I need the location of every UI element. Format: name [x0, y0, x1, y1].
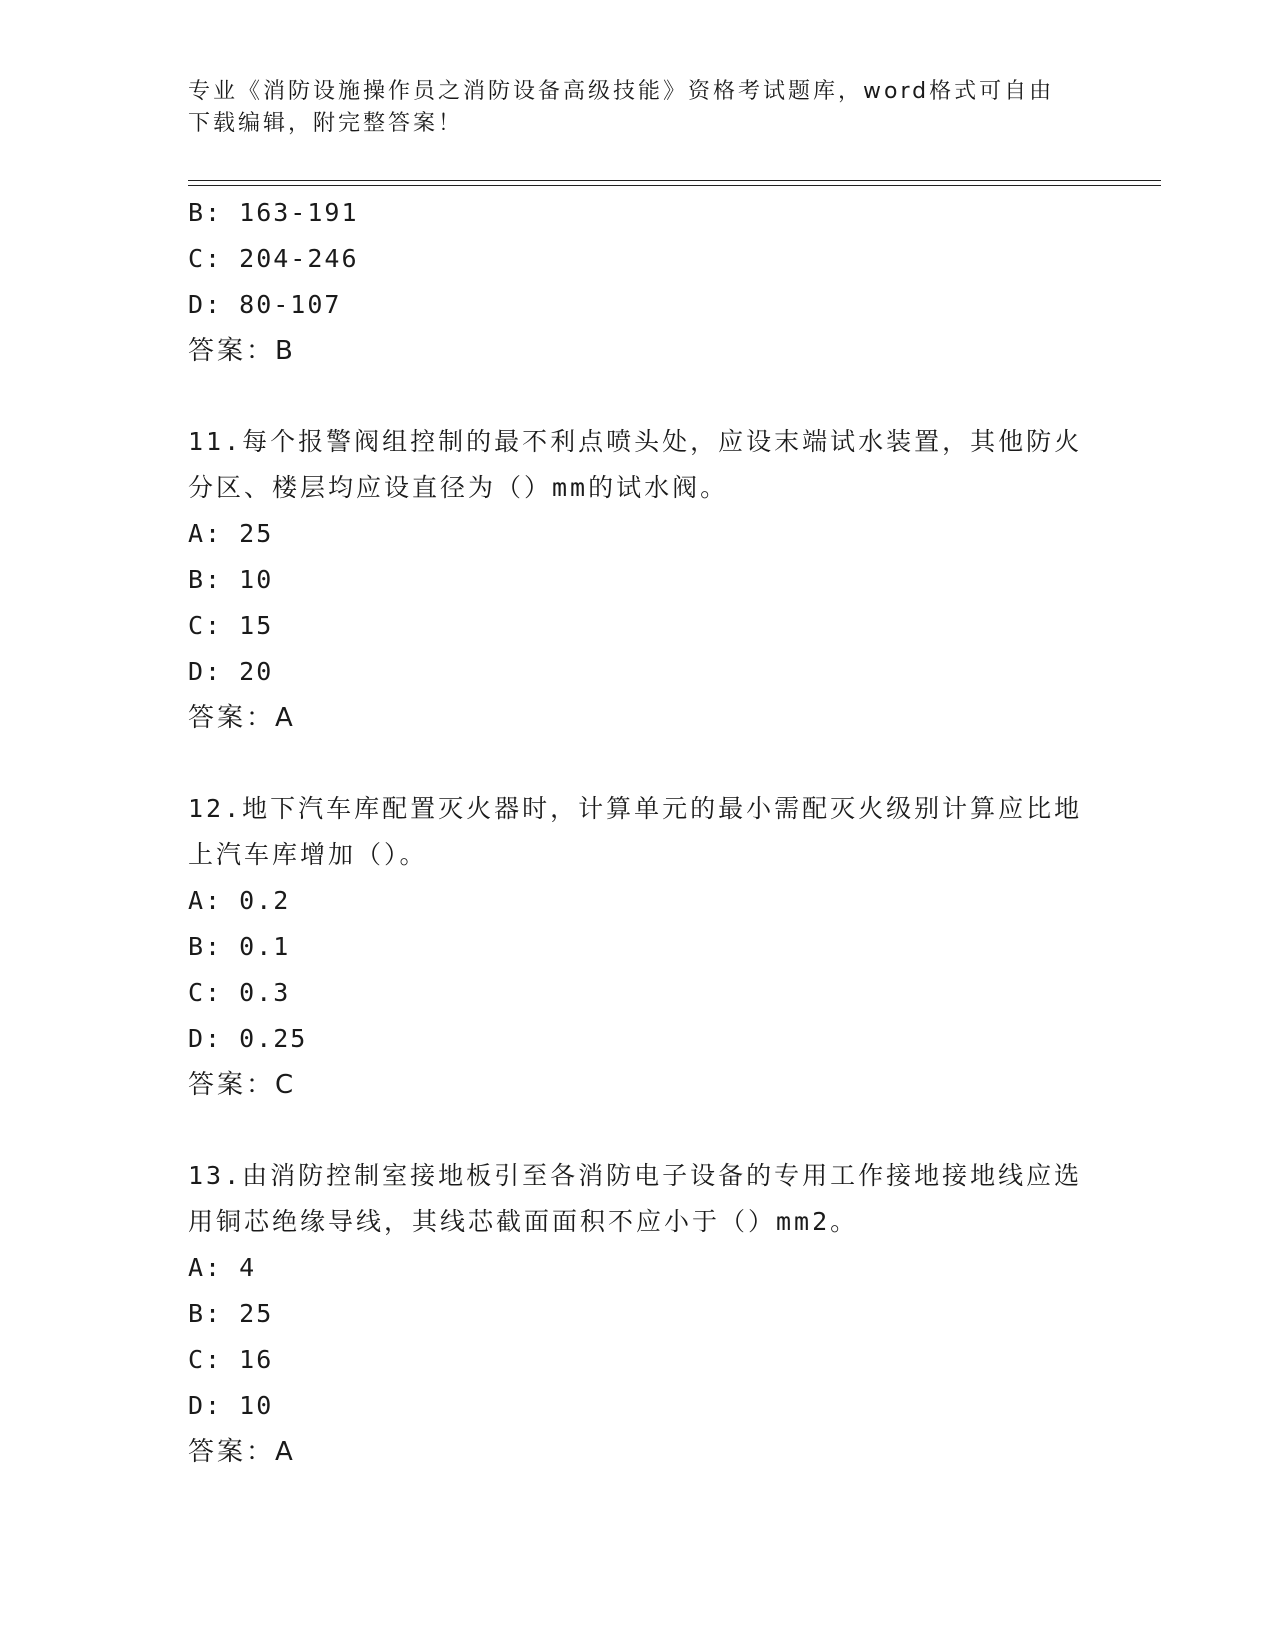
option-b: B: 10: [188, 565, 274, 594]
option-b: B: 163-191: [188, 198, 359, 227]
option-d: D: 20: [188, 657, 274, 686]
page-header: 专业《消防设施操作员之消防设备高级技能》资格考试题库，word格式可自由下载编辑，附完整答案！: [188, 79, 1055, 136]
option-b: B: 25: [188, 1299, 274, 1328]
answer-line: 答案：A: [188, 703, 296, 733]
option-c: C: 204-246: [188, 244, 359, 273]
option-a: A: 4: [188, 1253, 257, 1282]
answer-line: 答案：B: [188, 336, 296, 366]
question-block-13: [188, 1153, 1088, 1475]
question-text: 12.地下汽车库配置灭火器时，计算单元的最小需配灭火级别计算应比地上汽车库增加（）。: [188, 794, 1083, 869]
option-a: A: 0.2: [188, 886, 291, 915]
question-block-continued: [188, 190, 1088, 374]
question-block-12: [188, 786, 1088, 1108]
option-c: C: 0.3: [188, 978, 291, 1007]
answer-line: 答案：C: [188, 1070, 297, 1100]
answer-line: 答案：A: [188, 1437, 296, 1467]
option-c: C: 16: [188, 1345, 274, 1374]
header-divider: [188, 180, 1161, 186]
question-list: [188, 190, 1088, 1475]
option-c: C: 15: [188, 611, 274, 640]
option-b: B: 0.1: [188, 932, 291, 961]
question-block-11: [188, 419, 1088, 741]
question-text: 11.每个报警阀组控制的最不利点喷头处，应设末端试水装置，其他防火分区、楼层均应设直径为（）mm的试水阀。: [188, 427, 1083, 502]
option-d: D: 80-107: [188, 290, 342, 319]
question-text: 13.由消防控制室接地板引至各消防电子设备的专用工作接地接地线应选用铜芯绝缘导线，其线芯截面面积不应小于（）mm2。: [188, 1161, 1083, 1236]
option-d: D: 10: [188, 1391, 274, 1420]
option-a: A: 25: [188, 519, 274, 548]
option-d: D: 0.25: [188, 1024, 308, 1053]
